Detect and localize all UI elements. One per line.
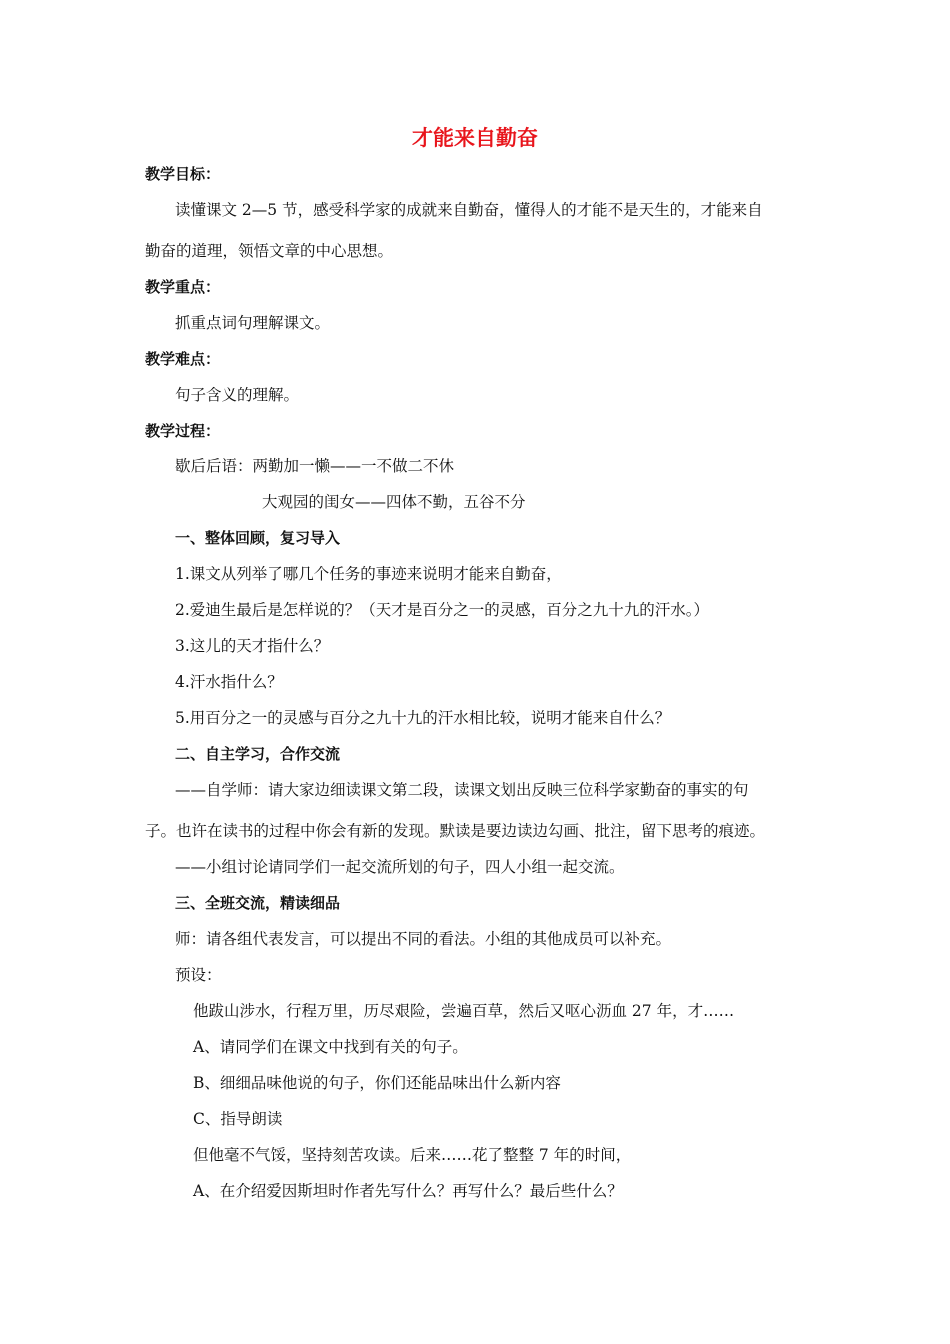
- self-study-line-1: ——自学师：请大家边细读课文第二段，读课文划出反映三位科学家勤奋的事实的句: [175, 781, 749, 799]
- step-c-1: C、指导朗读: [193, 1110, 283, 1128]
- question-2: 2.爱迪生最后是怎样说的？（天才是百分之一的灵感，百分之九十九的汗水。）: [175, 601, 710, 619]
- key-point-text: 抓重点词句理解课文。: [175, 314, 331, 332]
- part-2-heading: 二、自主学习，合作交流: [175, 745, 341, 763]
- goal-text-line-2: 勤奋的道理，领悟文章的中心思想。: [145, 242, 394, 260]
- goal-text-line-1: 读懂课文 2—5 节，感受科学家的成就来自勤奋，懂得人的才能不是天生的，才能来自: [175, 201, 763, 219]
- example-1: 他跋山涉水，行程万里，历尽艰险，尝遍百草，然后又呕心沥血 27 年，才……: [193, 1002, 735, 1020]
- process-heading: 教学过程：: [145, 422, 221, 440]
- goal-heading: 教学目标：: [145, 165, 221, 183]
- saying-1: 歇后后语：两勤加一懒——一不做二不休: [175, 457, 455, 475]
- step-a-2: A、在介绍爱因斯坦时作者先写什么？再写什么？最后些什么？: [193, 1182, 623, 1200]
- self-study-line-2: 子。也许在读书的过程中你会有新的发现。默读是要边读边勾画、批注，留下思考的痕迹。: [145, 822, 766, 840]
- difficulty-text: 句子含义的理解。: [175, 386, 300, 404]
- document-title: 才能来自勤奋: [412, 126, 538, 150]
- question-5: 5.用百分之一的灵感与百分之九十九的汗水相比较，说明才能来自什么？: [175, 709, 671, 727]
- example-2: 但他毫不气馁，坚持刻苦攻读。后来……花了整整 7 年的时间，: [193, 1146, 632, 1164]
- saying-2: 大观园的闺女——四体不勤，五谷不分: [262, 493, 526, 511]
- preset-label: 预设：: [175, 966, 222, 984]
- teacher-instruction: 师：请各组代表发言，可以提出不同的看法。小组的其他成员可以补充。: [175, 930, 672, 948]
- part-3-heading: 三、全班交流，精读细品: [175, 894, 341, 912]
- difficulty-heading: 教学难点：: [145, 350, 221, 368]
- step-b-1: B、细细品味他说的句子，你们还能品味出什么新内容: [193, 1074, 561, 1092]
- group-discussion: ——小组讨论请同学们一起交流所划的句子，四人小组一起交流。: [175, 858, 625, 876]
- question-3: 3.这儿的天才指什么？: [175, 637, 330, 655]
- question-1: 1.课文从列举了哪几个任务的事迹来说明才能来自勤奋，: [175, 565, 562, 583]
- step-a-1: A、请同学们在课文中找到有关的句子。: [193, 1038, 468, 1056]
- part-1-heading: 一、整体回顾，复习导入: [175, 529, 341, 547]
- question-4: 4.汗水指什么？: [175, 673, 283, 691]
- key-point-heading: 教学重点：: [145, 278, 221, 296]
